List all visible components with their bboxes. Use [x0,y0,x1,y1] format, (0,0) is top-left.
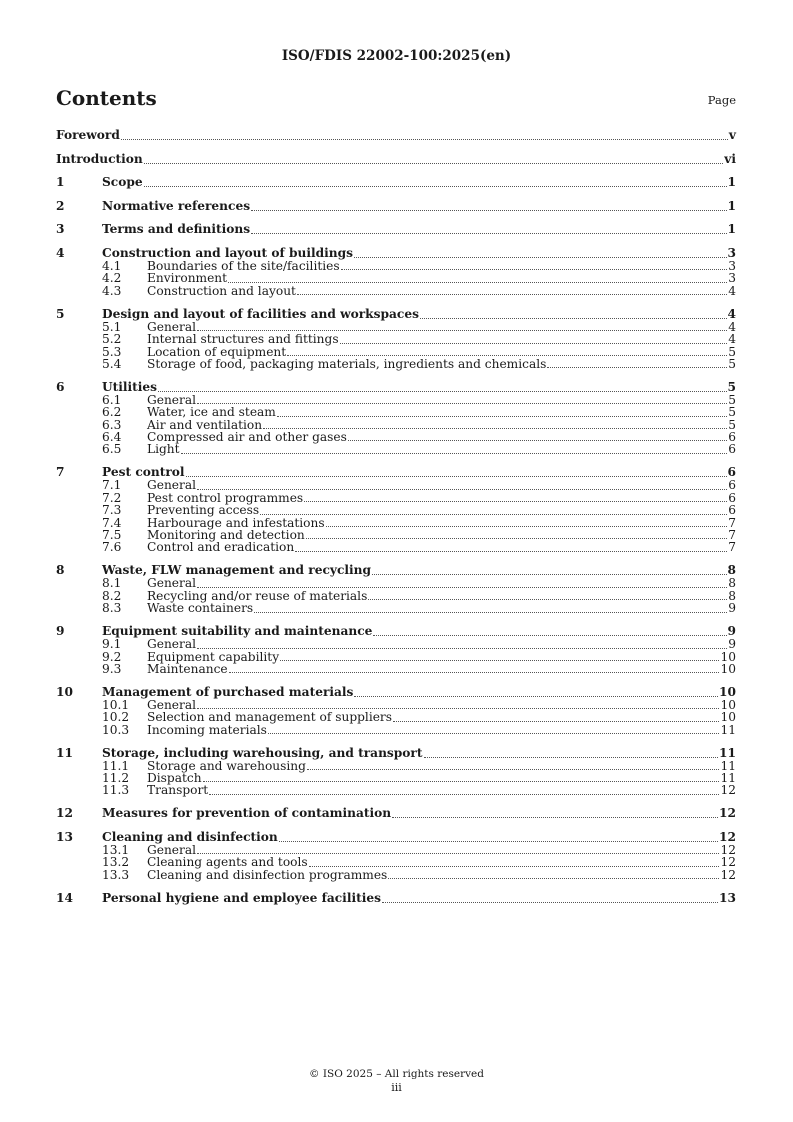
toc-entry-page: 11 [720,758,736,773]
toc-entry-title: General [147,843,196,858]
toc-entry-number: 8 [56,563,65,578]
toc-dot-leader [158,381,726,392]
toc-entry-number: 6.1 [102,392,122,407]
toc-entry-title: Dispatch [147,771,202,786]
toc-subclause-entry[interactable] [56,784,736,796]
toc-entry-number: 4.2 [102,271,122,286]
toc-entry-number: 4.3 [102,283,122,298]
toc-clause-entry[interactable] [56,830,736,844]
toc-entry-number: 13.1 [102,843,130,858]
toc-dot-leader [209,784,719,795]
toc-entry-page: 4 [728,332,736,347]
toc-entry-number: 7.4 [102,515,122,530]
toc-dot-leader [388,868,719,879]
toc-entry-number: 10.2 [102,710,130,725]
toc-dot-leader [144,176,727,187]
toc-dot-leader [197,320,727,331]
toc-subclause-entry[interactable] [56,504,736,516]
toc-entry-page: 7 [728,515,736,530]
toc-subclause-entry[interactable] [56,602,736,614]
toc-entry-page: 5 [728,344,736,359]
toc-entry-title: Scope [102,175,143,190]
toc-entry-page: 6 [728,490,736,505]
toc-entry-title: Pest control [102,465,185,480]
toc-subclause-entry[interactable] [56,663,736,675]
toc-entry-number: 6.3 [102,417,122,432]
toc-entry-number: 5.2 [102,332,122,347]
toc-entry-title: Control and eradication [147,540,295,555]
toc-entry-number: 3 [56,222,65,237]
toc-entry-number: 6.2 [102,405,122,420]
toc-entry-title: Introduction [56,151,143,166]
toc-entry-page: 6 [728,442,736,457]
toc-entry-number: 14 [56,890,73,905]
document-id-header: ISO/FDIS 22002-100:2025(en) [281,48,512,64]
toc-entry-number: 7.5 [102,528,122,542]
toc-entry-number: 7 [56,465,65,480]
toc-clause-entry[interactable] [56,380,736,394]
toc-entry-title: Normative references [102,198,251,213]
toc-entry-page: 7 [728,528,736,542]
toc-entry-page: 12 [720,855,736,870]
toc-entry-page: 5 [728,417,736,432]
toc-entry-number: 11.3 [102,783,130,798]
toc-entry-title: Waste, FLW management and recycling [102,563,372,578]
toc-entry-page: 10 [720,649,736,664]
toc-entry-number: 6.4 [102,430,122,445]
toc-entry-number: 10.3 [102,722,130,737]
toc-entry-title: Recycling and/or reuse of materials [147,588,368,603]
toc-dot-leader [197,577,727,588]
toc-entry-title: Storage and warehousing [147,758,306,773]
toc-entry-page: 9 [727,624,736,639]
toc-subclause-entry[interactable] [56,333,736,345]
toc-subclause-entry[interactable] [56,272,736,284]
toc-entry-title: Selection and management of suppliers [147,710,393,725]
toc-entry-page: 3 [727,245,736,260]
toc-entry-number: 2 [56,198,65,213]
toc-entry-page: 12 [720,783,736,798]
toc-dot-leader [197,698,719,709]
toc-dot-leader [420,308,727,319]
toc-entry-title: Foreword [56,128,120,142]
toc-entry-number: 9.3 [102,661,122,676]
toc-entry-title: Harbourage and infestations [147,515,325,530]
toc-entry-number: 6.5 [102,442,122,457]
copyright-notice: © ISO 2025 – All rights reserved [309,1068,484,1080]
toc-dot-leader [279,831,718,842]
toc-subclause-entry[interactable] [56,358,736,370]
toc-entry-title: Pest control programmes [147,490,304,505]
toc-entry-page: 4 [728,319,736,334]
toc-entry-page: 13 [719,890,736,905]
toc-entry-page: 4 [728,283,736,298]
toc-clause-entry[interactable] [56,307,736,321]
toc-dot-leader [251,223,726,234]
toc-entry-title: Environment [147,271,228,286]
toc-entry-title: General [147,637,196,652]
toc-entry-title: Design and layout of facilities and workspaces [102,306,419,321]
toc-entry-page: 6 [728,503,736,518]
toc-entry-number: 8.3 [102,601,122,616]
toc-dot-leader [181,443,728,454]
toc-entry-title: Location of equipment [147,344,287,359]
toc-entry-page: 8 [728,588,736,603]
toc-dot-leader [547,357,727,368]
toc-entry-title: Air and ventilation [147,417,263,432]
toc-entry-page: 10 [720,697,736,712]
toc-entry-page: 4 [727,306,736,321]
toc-subclause-entry[interactable] [56,638,736,650]
toc-entry-title: Compressed air and other gases [147,430,347,445]
toc-dot-leader [340,333,728,344]
toc-entry-page: 10 [720,710,736,725]
toc-entry-title: Utilities [102,379,158,394]
toc-entry-title: General [147,392,196,407]
toc-clause-entry[interactable] [56,624,736,638]
toc-entry-number: 4 [56,245,65,260]
toc-dot-leader [251,200,726,211]
toc-dot-leader [373,625,726,636]
toc-entry-page: 5 [728,356,736,371]
toc-dot-leader [354,247,726,258]
contents-title: Contents [56,86,157,110]
toc-entry-title: Cleaning and disinfection programmes [147,867,388,882]
toc-entry-page: 10 [719,684,736,699]
toc-subclause-entry[interactable] [56,869,736,881]
toc-entry-page: 12 [719,830,736,845]
toc-dot-leader [372,564,726,575]
toc-entry-number: 10 [56,684,73,699]
toc-dot-leader [297,284,727,295]
toc-dot-leader [260,504,727,515]
toc-dot-leader [186,466,727,477]
toc-entry-title: Internal structures and fittings [147,332,339,347]
toc-entry-title: Personal hygiene and employee facilities [102,890,381,905]
toc-entry-page: 5 [728,392,736,407]
toc-entry-title: General [147,319,196,334]
toc-entry-page: 11 [720,722,736,737]
toc-dot-leader [424,747,719,758]
page-number: iii [391,1081,402,1094]
toc-entry-title: Waste containers [147,601,254,616]
toc-clause-entry[interactable] [56,246,736,260]
toc-entry-title: Measures for prevention of contamination [102,806,392,821]
toc-subclause-entry[interactable] [56,856,736,868]
toc-dot-leader [203,771,720,782]
toc-entry-page: vi [724,151,736,166]
toc-entry-page: 6 [728,478,736,493]
toc-dot-leader [368,589,727,600]
toc-entry-page: v [728,128,736,142]
toc-entry-title: Equipment suitability and maintenance [102,624,373,639]
toc-entry-number: 8.2 [102,588,122,603]
toc-entry-number: 13 [56,830,73,845]
toc-entry-number: 8.1 [102,576,122,591]
toc-entry-page: 3 [728,271,736,286]
toc-entry-page: 1 [727,198,736,213]
toc-dot-leader [354,686,718,697]
toc-dot-leader [280,650,719,661]
toc-subclause-entry[interactable] [56,577,736,589]
toc-dot-leader [304,491,727,502]
toc-entry-page: 1 [727,222,736,237]
toc-entry-page: 1 [727,175,736,190]
toc-subclause-entry[interactable] [56,406,736,418]
toc-subclause-entry[interactable] [56,724,736,736]
table-of-contents [56,128,736,905]
toc-entry-number: 10.1 [102,697,130,712]
toc-entry-number: 5.4 [102,356,122,371]
toc-entry-page: 12 [720,867,736,882]
toc-clause-entry[interactable] [56,891,736,905]
toc-entry-page: 6 [728,430,736,445]
toc-dot-leader [254,602,727,613]
toc-dot-leader [197,638,727,649]
toc-entry-number: 7.1 [102,478,122,493]
toc-entry-number: 6 [56,379,65,394]
toc-dot-leader [326,516,728,527]
toc-entry-page: 11 [719,745,736,760]
toc-dot-leader [382,892,718,903]
toc-dot-leader [277,406,727,417]
toc-entry-title: Boundaries of the site/facilities [147,258,340,273]
toc-entry-number: 5.3 [102,344,122,359]
toc-clause-entry[interactable] [56,199,736,213]
toc-entry-number: 7.6 [102,540,122,555]
toc-entry-page: 8 [728,576,736,591]
toc-entry-title: Transport [147,783,209,798]
toc-entry-page: 9 [728,637,736,652]
toc-subclause-entry[interactable] [56,479,736,491]
toc-dot-leader [287,345,727,356]
toc-subclause-entry[interactable] [56,711,736,723]
toc-subclause-entry[interactable] [56,285,736,297]
toc-dot-leader [348,430,727,441]
toc-entry-number: 13.2 [102,855,130,870]
toc-entry-number: 9.1 [102,637,122,652]
toc-entry-title: General [147,697,196,712]
toc-dot-leader [197,843,719,854]
toc-entry-title: Storage, including warehousing, and transport [102,745,423,760]
toc-entry-page: 10 [720,661,736,676]
page-footer [0,1067,793,1095]
toc-dot-leader [228,272,727,283]
toc-dot-leader [341,259,728,270]
toc-dot-leader [197,479,727,490]
toc-entry-title: Construction and layout [147,283,296,298]
toc-entry-page: 6 [727,465,736,480]
toc-clause-entry[interactable] [56,563,736,577]
toc-entry-title: Construction and layout of buildings [102,245,354,260]
toc-entry-title: Cleaning and disinfection [102,830,278,845]
toc-entry-title: Water, ice and steam [147,405,276,420]
toc-entry-title: Storage of food, packaging materials, ingredients and chemicals [147,356,547,371]
toc-entry-number: 9 [56,624,65,639]
toc-entry-number: 7.2 [102,490,122,505]
toc-entry-number: 7.3 [102,503,122,518]
toc-entry-title: Preventing access [147,503,260,518]
toc-entry-title: Monitoring and detection [147,528,305,542]
toc-dot-leader [392,807,718,818]
toc-entry-page: 12 [720,843,736,858]
toc-entry-title: Light [147,442,180,457]
toc-clause-entry[interactable] [56,152,736,166]
toc-entry-number: 4.1 [102,258,122,273]
toc-entry-page: 7 [728,540,736,555]
toc-entry-number: 9.2 [102,649,122,664]
toc-entry-number: 11.1 [102,758,130,773]
toc-entry-title: General [147,576,196,591]
toc-clause-entry[interactable] [56,175,736,189]
toc-dot-leader [268,723,720,734]
toc-clause-entry[interactable] [56,685,736,699]
toc-dot-leader [393,711,719,722]
page-column-label: Page [707,93,736,107]
toc-entry-page: 5 [727,379,736,394]
toc-subclause-entry[interactable] [56,541,736,553]
toc-entry-number: 11 [56,745,73,760]
toc-entry-page: 11 [720,771,736,786]
toc-entry-title: Incoming materials [147,722,267,737]
toc-dot-leader [263,418,727,429]
toc-entry-number: 11.2 [102,771,130,786]
toc-entry-title: Management of purchased materials [102,684,354,699]
toc-subclause-entry[interactable] [56,443,736,455]
toc-dot-leader [309,856,720,867]
toc-entry-page: 8 [727,563,736,578]
toc-entry-title: General [147,478,196,493]
toc-clause-entry[interactable] [56,222,736,236]
toc-entry-page: 3 [728,258,736,273]
toc-entry-page: 5 [728,405,736,420]
toc-dot-leader [229,662,720,673]
toc-dot-leader [306,528,727,539]
toc-clause-entry[interactable] [56,128,736,142]
toc-entry-number: 5 [56,306,65,321]
toc-entry-page: 9 [728,601,736,616]
toc-clause-entry[interactable] [56,465,736,479]
toc-dot-leader [197,393,727,404]
toc-entry-title: Equipment capability [147,649,280,664]
toc-entry-title: Cleaning agents and tools [147,855,308,870]
toc-clause-entry[interactable] [56,806,736,820]
toc-entry-number: 1 [56,175,65,190]
toc-clause-entry[interactable] [56,746,736,760]
toc-entry-number: 5.1 [102,319,122,334]
toc-dot-leader [144,153,723,164]
toc-entry-title: Terms and definitions [102,222,251,237]
toc-dot-leader [121,129,728,140]
toc-entry-title: Maintenance [147,661,228,676]
toc-dot-leader [295,541,727,552]
toc-entry-number: 12 [56,806,73,821]
toc-dot-leader [307,759,720,770]
toc-entry-number: 13.3 [102,867,130,882]
toc-entry-page: 12 [719,806,736,821]
